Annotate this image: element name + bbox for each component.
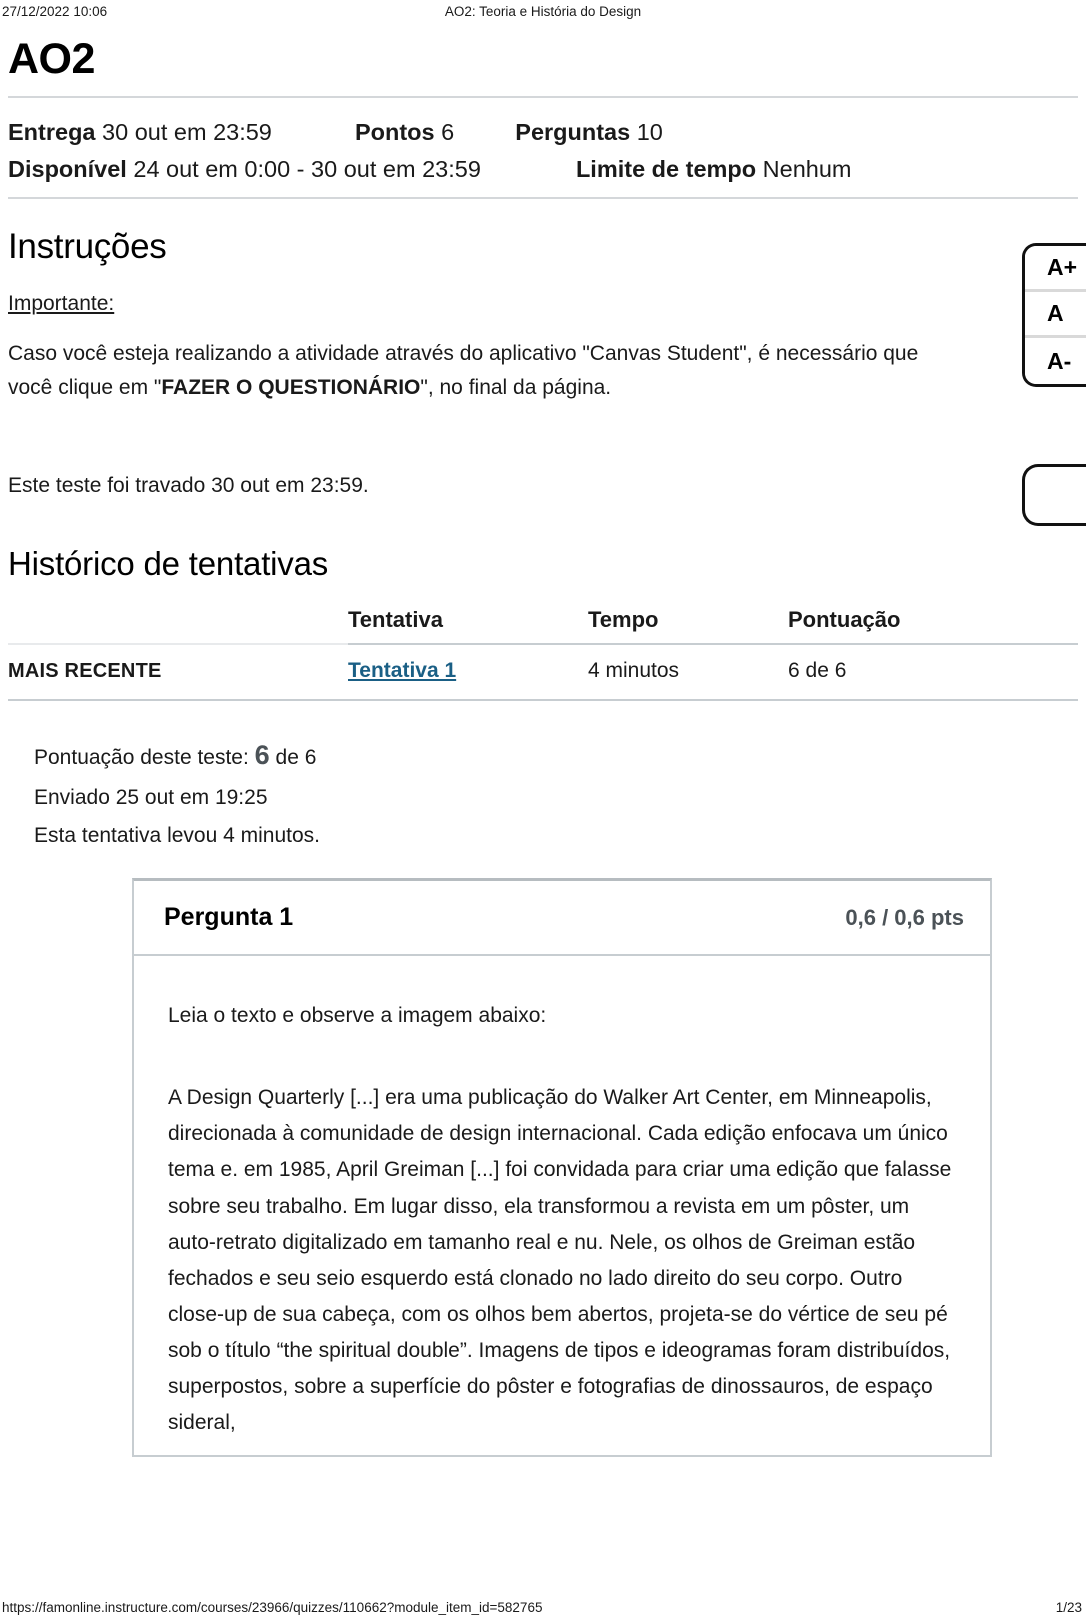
quiz-meta-row-2	[8, 151, 1078, 187]
divider-below-meta	[8, 197, 1078, 199]
attempt-history-table	[8, 601, 1078, 701]
time-limit-label: Limite de tempo	[575, 155, 757, 182]
submitted-line: Enviado 25 out em 19:25	[34, 786, 268, 810]
attempt-history-thead	[8, 601, 1078, 644]
due-value: 30 out em 23:59	[102, 119, 272, 146]
due-label: Entrega	[8, 119, 96, 146]
print-footer	[0, 1598, 1086, 1620]
instructions-heading: Instruções	[8, 227, 167, 267]
available-label: Disponível	[8, 155, 127, 182]
table-header-row	[8, 601, 1078, 644]
print-footer-page-number: 1/23	[1055, 1600, 1082, 1615]
column-header-attempt: Tentativa	[348, 601, 588, 644]
attempt-history-tbody	[8, 644, 1078, 700]
print-footer-url: https://famonline.instructure.com/courses/23966/quizzes/110662?module_item_id=582765	[2, 1600, 543, 1615]
questions-value: 10	[636, 119, 663, 146]
print-header	[0, 0, 1086, 26]
page-content	[0, 26, 1086, 1457]
table-row	[8, 644, 1078, 700]
score-value: 6	[254, 740, 270, 771]
quiz-meta	[8, 98, 1078, 197]
score-prefix: Pontuação deste teste:	[34, 746, 249, 770]
print-header-title: AO2: Teoria e História do Design	[444, 4, 642, 19]
attempt-link[interactable]: Tentativa 1	[348, 659, 457, 683]
question-name: Pergunta 1	[164, 903, 294, 932]
instructions-spacer	[8, 421, 1078, 469]
attempt-history-heading: Histórico de tentativas	[8, 545, 329, 583]
instructions-paragraph-line1: Caso você esteja realizando a atividade através do aplicativo "Canvas Student", é necessário que	[8, 342, 919, 366]
question-points: 0,6 / 0,6 pts	[845, 904, 964, 930]
column-header-time: Tempo	[588, 601, 788, 644]
instructions-locked-notice: Este teste foi travado 30 out em 23:59.	[8, 474, 369, 498]
question-card	[132, 878, 992, 1457]
question-body	[134, 956, 990, 1455]
instructions-body	[8, 287, 1078, 503]
print-header-date: 27/12/2022 10:06	[2, 4, 108, 19]
decrease-font-size-button[interactable]: A-	[1025, 338, 1086, 384]
duration-line: Esta tentativa levou 4 minutos.	[34, 823, 320, 847]
kept-badge: MAIS RECENTE	[8, 660, 162, 683]
cell-score: 6 de 6	[788, 644, 1078, 700]
points-value: 6	[441, 119, 455, 146]
score-summary	[8, 701, 1078, 854]
score-suffix: de 6	[275, 746, 317, 770]
question-header	[134, 881, 990, 956]
cell-time: 4 minutos	[588, 644, 788, 700]
column-header-score: Pontuação	[788, 601, 1078, 644]
column-header-kept	[8, 601, 348, 644]
quiz-meta-row-1	[8, 114, 1078, 150]
instructions-paragraph-bold: FAZER O QUESTIONÁRIO	[161, 376, 421, 400]
increase-font-size-button[interactable]: A+	[1025, 246, 1086, 292]
cell-kept	[8, 644, 348, 700]
questions-label: Perguntas	[515, 119, 631, 146]
instructions-paragraph-suffix: ", no final da página.	[420, 376, 612, 400]
instructions-paragraph	[8, 337, 1078, 405]
accessibility-font-size-widget[interactable]	[1022, 243, 1086, 387]
question-text: A Design Quarterly [...] era uma publicação do Walker Art Center, em Minneapolis, direcionada à comunidade de design internacional. Cada edição enfocava um único tema e. em 1985, April Greiman [...] foi convidada para criar uma edição que falasse sobre seu trabalho. Em lugar disso, ela transformou a revista em um pôster, um auto-retrato digitalizado em tamanho real e nu. Nele, os olhos de Greiman estão fechados e seu seio esquerdo está clonado no lado direito do seu corpo. Outro close-up de sua cabeça, com os olhos bem abertos, projeta-se do vértice de seu pé sob o título “the spiritual double”. Imagens de tipos e ideogramas foram distribuídos, superpostos, sobre a superfície do pôster e fotografias de dinossauros, de espaço sideral,	[168, 1086, 952, 1435]
instructions-paragraph-prefix: você clique em "	[8, 376, 162, 400]
available-value: 24 out em 0:00 - 30 out em 23:59	[133, 155, 481, 182]
instructions-important-label: Importante:	[8, 292, 115, 316]
cell-attempt	[348, 644, 588, 700]
page-title: AO2	[8, 35, 95, 83]
instructions-important	[8, 287, 1078, 321]
question-intro: Leia o texto e observe a imagem abaixo:	[168, 1004, 547, 1028]
reset-font-size-button[interactable]: A	[1025, 292, 1086, 338]
points-label: Pontos	[354, 119, 435, 146]
accessibility-secondary-widget[interactable]	[1022, 464, 1086, 526]
time-limit-value: Nenhum	[762, 155, 852, 182]
score-line	[34, 731, 1078, 779]
